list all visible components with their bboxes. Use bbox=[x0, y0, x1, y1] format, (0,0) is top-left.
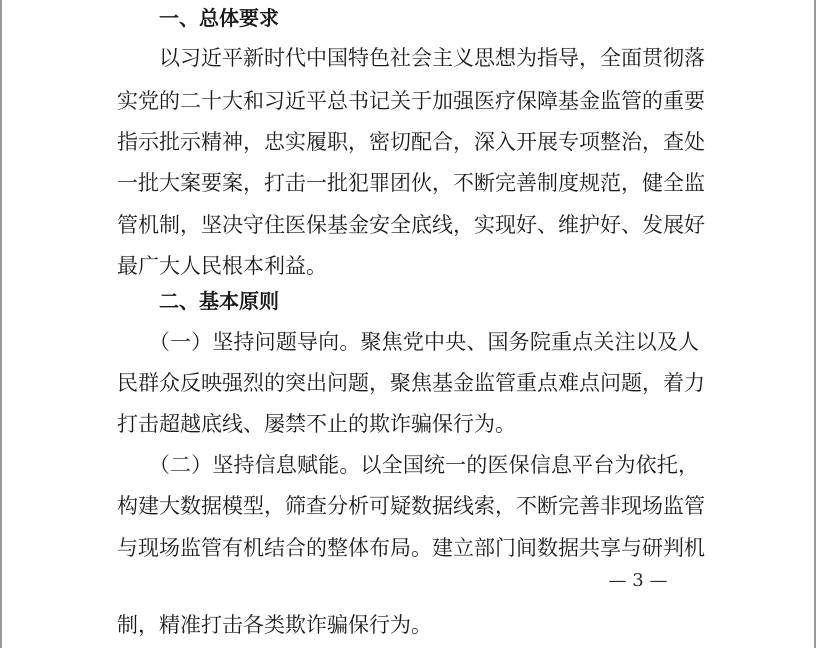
section-heading-general-requirements: 一、总体要求 bbox=[159, 6, 279, 30]
paragraph-line: （二）坚持信息赋能。以全国统一的医保信息平台为依托， bbox=[117, 453, 699, 477]
paragraph-line: 一批大案要案，打击一批犯罪团伙，不断完善制度规范，健全监 bbox=[117, 171, 705, 195]
page-number: — 3 — bbox=[608, 570, 668, 591]
paragraph-line: 最广大人民根本利益。 bbox=[117, 254, 327, 278]
paragraph-line: 打击超越底线、屡禁不止的欺诈骗保行为。 bbox=[117, 412, 516, 436]
paragraph-line: 管机制，坚决守住医保基金安全底线，实现好、维护好、发展好 bbox=[117, 213, 705, 237]
paragraph-line: 以习近平新时代中国特色社会主义思想为指导，全面贯彻落 bbox=[117, 46, 705, 70]
paragraph-line: （一）坚持问题导向。聚焦党中央、国务院重点关注以及人 bbox=[117, 330, 699, 354]
next-page-paragraph-line: 制，精准打击各类欺诈骗保行为。 bbox=[117, 613, 432, 637]
paragraph-line: 实党的二十大和习近平总书记关于加强医疗保障基金监管的重要 bbox=[117, 89, 705, 113]
paragraph-line: 构建大数据模型，筛查分析可疑数据线索，不断完善非现场监管 bbox=[117, 494, 705, 518]
section-heading-basic-principles: 二、基本原则 bbox=[159, 289, 279, 313]
page-right-edge bbox=[814, 0, 816, 648]
paragraph-line: 民群众反映强烈的突出问题，聚焦基金监管重点难点问题，着力 bbox=[117, 371, 705, 395]
paragraph-line: 与现场监管有机结合的整体布局。建立部门间数据共享与研判机 bbox=[117, 536, 705, 560]
paragraph-line: 指示批示精神，忠实履职，密切配合，深入开展专项整治，查处 bbox=[117, 130, 705, 154]
page-left-edge bbox=[0, 0, 2, 648]
